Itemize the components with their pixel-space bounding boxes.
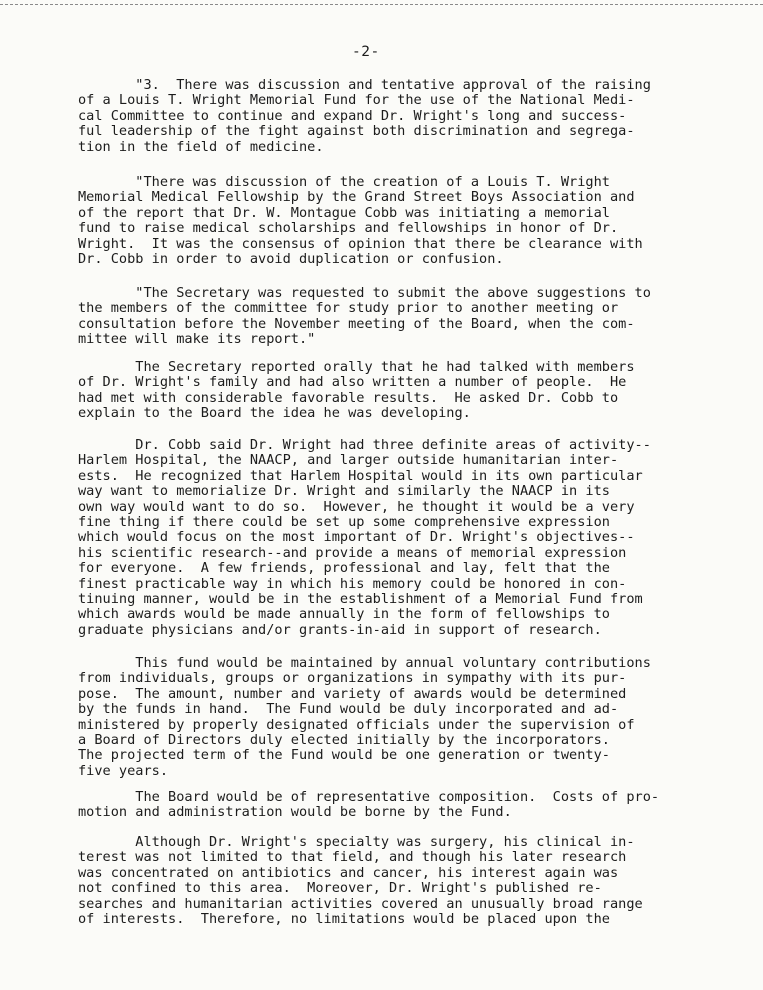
paragraph-board-composition: The Board would be of representative composition. Costs of pro- motion and administration would be borne by the Fund. — [78, 789, 660, 821]
paragraph-secretary-request: "The Secretary was requested to submit the above suggestions to the members of the committee for study prior to another meeting or consultation before the November meeting of the Board, when the com- mittee will make its report." — [78, 285, 651, 348]
paragraph-secretary-report: The Secretary reported orally that he had talked with members of Dr. Wright's family and had also written a number of people. He had met with considerable favorable results. He asked Dr. Cobb to explain to the Board the idea he was developing. — [78, 359, 635, 422]
page-number: -2- — [352, 44, 380, 60]
paragraph-fellowship-discussion: "There was discussion of the creation of a Louis T. Wright Memorial Medical Fellowship by the Grand Street Boys Association and of the report that Dr. W. Montague Cobb was initiating a memorial fund to raise medical scholarships and fellowships in honor of Dr. Wright. It was the consensus of opinion that there be clearance with Dr. Cobb in order to avoid duplication or confusion. — [78, 174, 643, 268]
paragraph-cobb-statement: Dr. Cobb said Dr. Wright had three definite areas of activity-- Harlem Hospital, the NAACP, and larger outside humanitarian inter- ests. He recognized that Harlem Hospital would in its own particular way want to memorialize Dr. Wright and similarly the NAACP in its own way would want to do so. However, he thought it would be a very fine thing if there could be set up some comprehensive expression which would focus on the most important of Dr. Wright's objectives-- his scientific research--and provide a means of memorial expression for everyone. A few friends, professional and lay, felt that the finest practicable way in which his memory could be honored in con- tinuing manner, would be in the establishment of a Memorial Fund from which awards would be made annually in the form of fellowships to graduate physicians and/or grants-in-aid in support of research. — [78, 437, 651, 638]
paragraph-item-3-memorial-fund: "3. There was discussion and tentative approval of the raising of a Louis T. Wright Memorial Fund for the use of the National Medi- cal Committee to continue and expand Dr. Wright's long and success- ful leadership of the fight against both discrimination and segrega- tion in the field of medicine. — [78, 77, 651, 155]
paragraph-wright-specialty: Although Dr. Wright's specialty was surgery, his clinical in- terest was not limited to that field, and though his later research was concentrated on antibiotics and cancer, his interest again was not confined to this area. Moreover, Dr. Wright's published re- searches and humanitarian activities covered an unusually broad range of interests. Therefore, no limitations would be placed upon the — [78, 834, 643, 928]
paragraph-fund-maintenance: This fund would be maintained by annual voluntary contributions from individuals, groups or organizations in sympathy with its pur- pose. The amount, number and variety of awards would be determined by the funds in hand. The Fund would be duly incorporated and ad- ministered by properly designated officials under the supervision of a Board of Directors duly elected initially by the incorporators. The projected term of the Fund would be one generation or twenty- five years. — [78, 655, 651, 779]
